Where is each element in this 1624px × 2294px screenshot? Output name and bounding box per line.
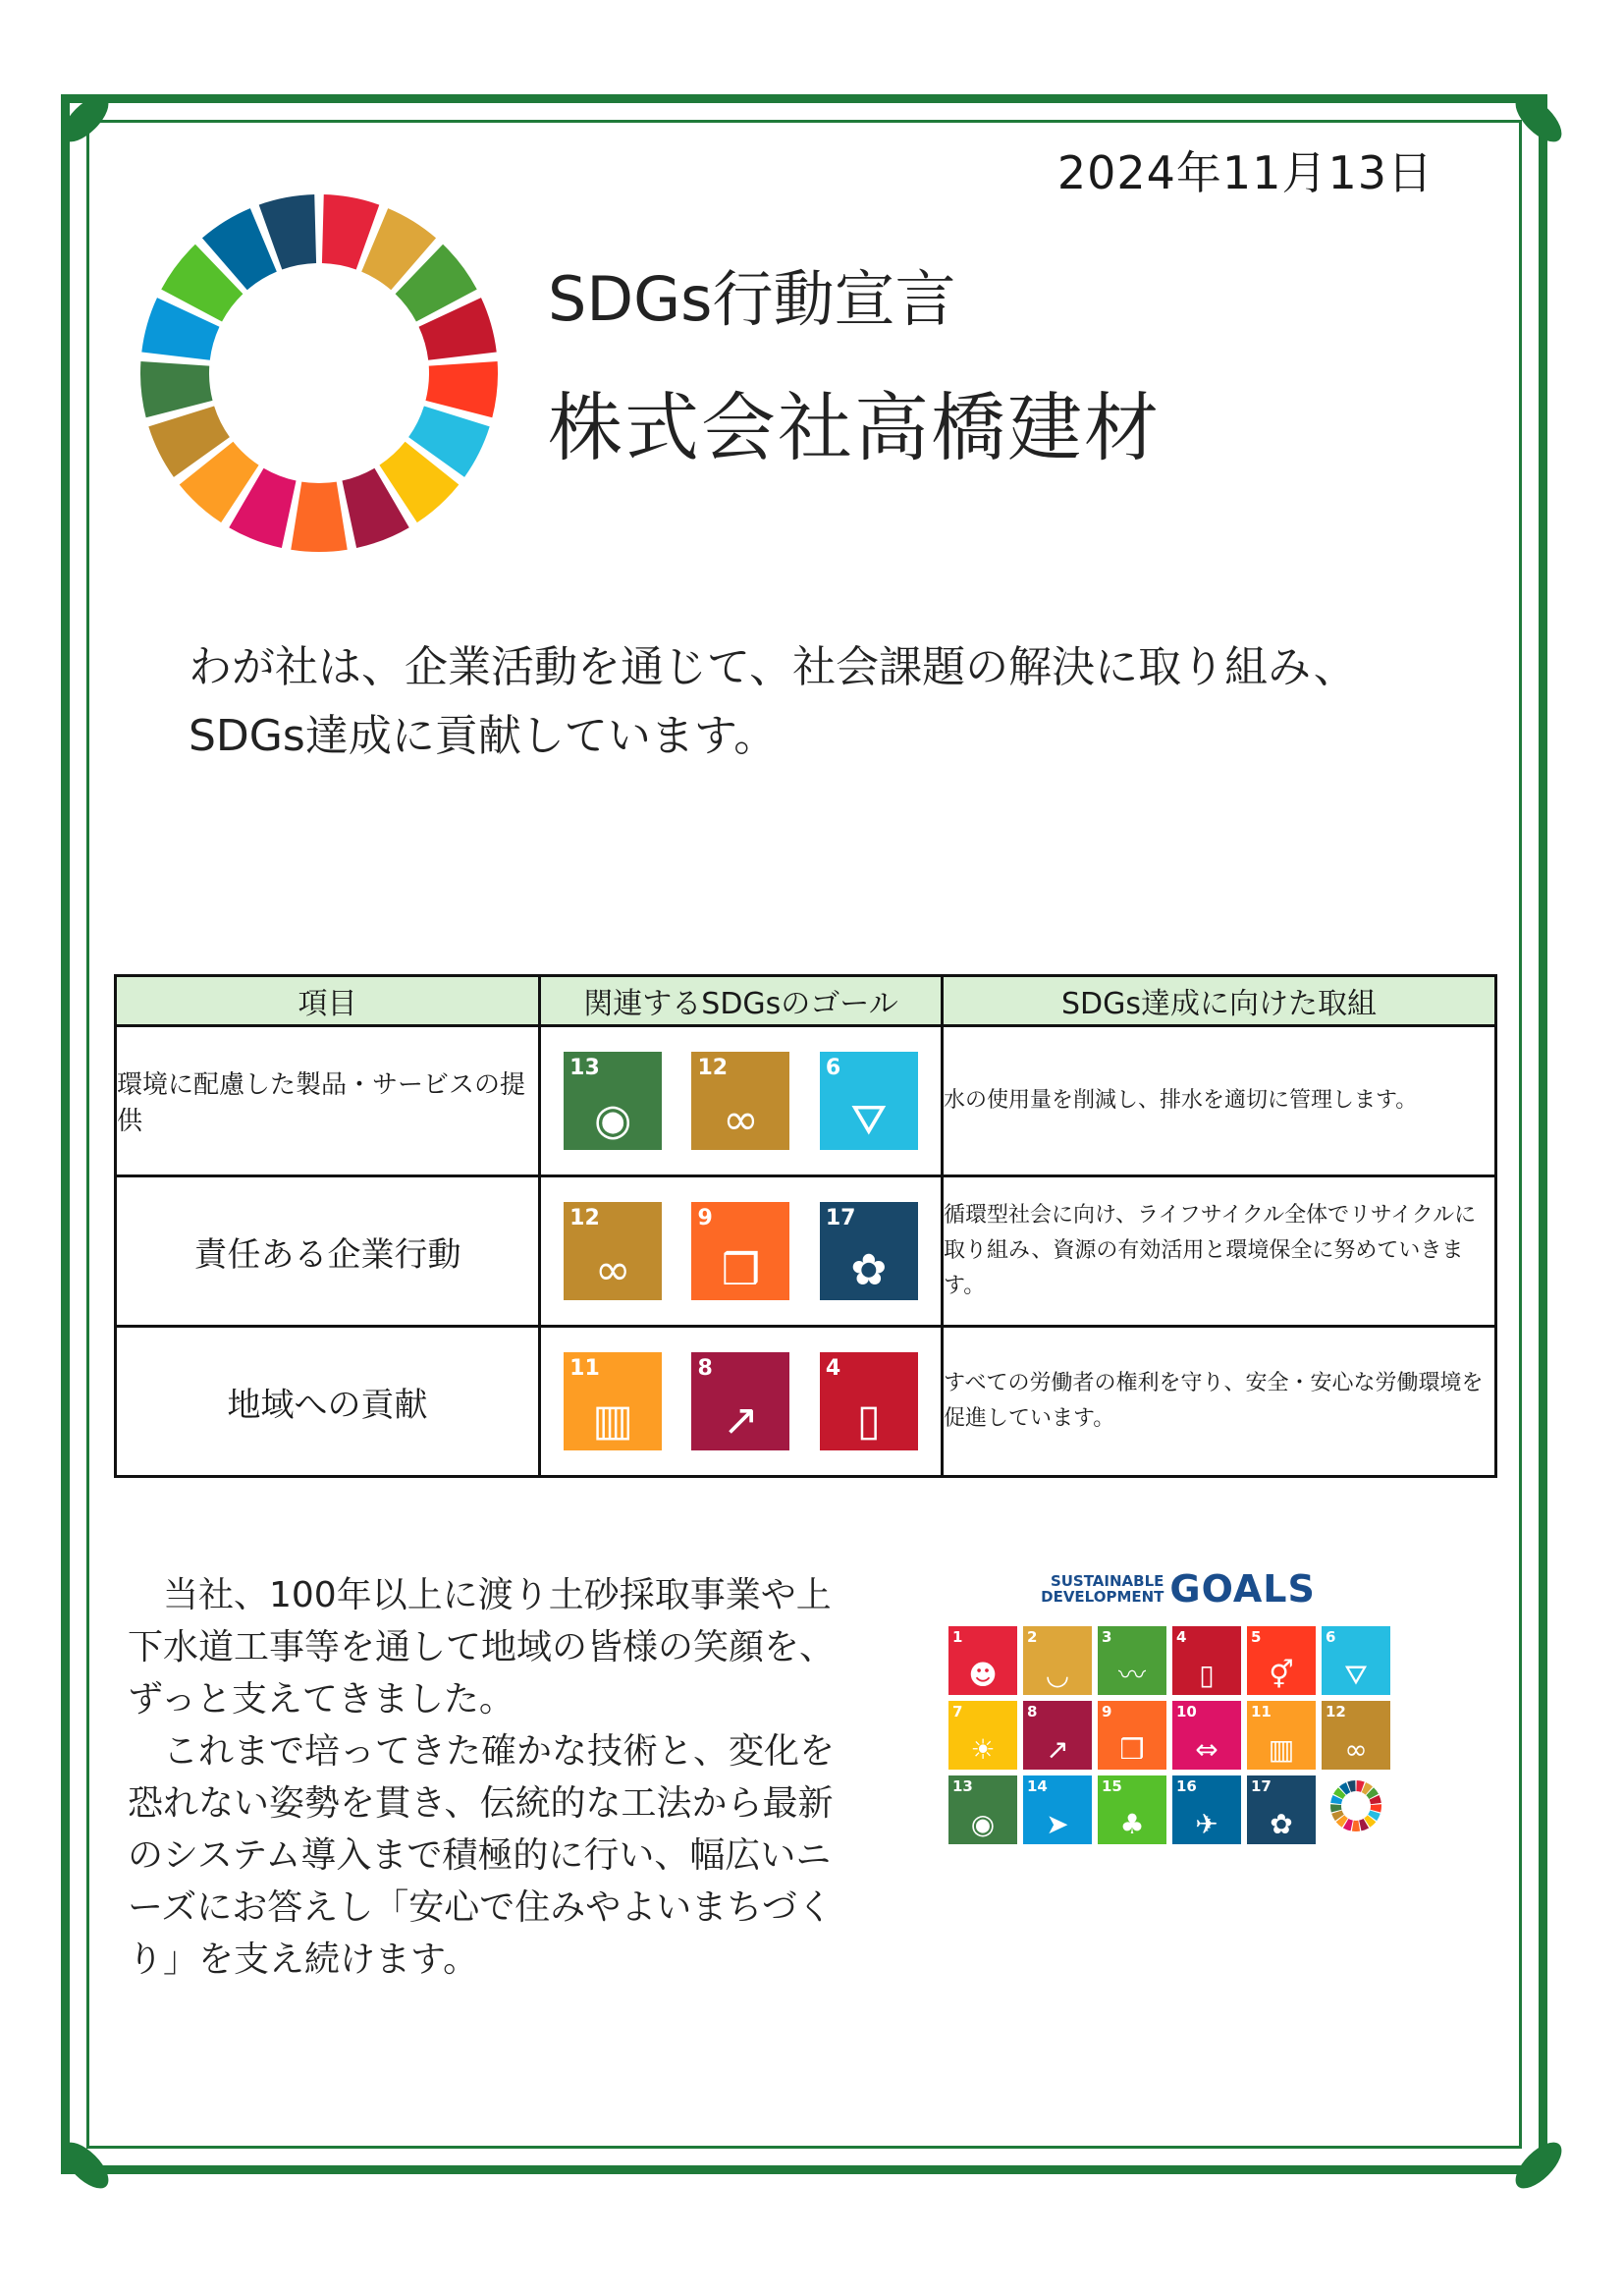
logo-line-development: DEVELOPMENT	[1041, 1588, 1164, 1606]
cubes-icon: ❒	[1119, 1733, 1145, 1766]
dove-icon: ✈	[1195, 1808, 1218, 1840]
table-row	[116, 1176, 1496, 1327]
eye-globe-icon: ◉	[970, 1808, 996, 1840]
sdg-goal-2-tile	[1023, 1626, 1092, 1695]
goal-number: 7	[952, 1703, 963, 1720]
goal-number: 5	[1251, 1628, 1262, 1646]
leaf-ornament-icon	[51, 84, 120, 153]
sdg-goal-5-tile	[1247, 1626, 1316, 1695]
people-icon: ☻	[968, 1659, 998, 1691]
goal-number: 12	[569, 1206, 600, 1230]
infinity-icon: ∞	[723, 1095, 759, 1145]
sdg-goal-12-tile	[1322, 1701, 1390, 1770]
infinity-icon: ∞	[594, 1245, 631, 1295]
logo-line-sustainable: SUSTAINABLE	[1050, 1572, 1164, 1590]
sun-icon: ☀	[970, 1733, 996, 1766]
sdg-goal-9-tile	[1098, 1701, 1166, 1770]
row-goals	[540, 1176, 943, 1327]
sdg-goal-15-tile	[1098, 1775, 1166, 1844]
goal-number: 12	[697, 1056, 729, 1080]
message-paragraph: これまで培ってきた確かな技術と、変化を恐れない姿勢を貫き、伝統的な工法から最新のシステム導入まで積極的に行い、幅広いニーズにお答えし「安心で住みやよいまちづくり」を支え続けます。	[128, 1731, 836, 1980]
sdg-goal-14-tile	[1023, 1775, 1092, 1844]
chart-up-icon: ↗	[1046, 1733, 1069, 1766]
goal-number: 6	[1326, 1628, 1336, 1646]
water-drop-icon: ⛛	[1344, 1659, 1368, 1691]
goal-number: 15	[1102, 1777, 1122, 1795]
sdg-goal-4-tile	[1172, 1626, 1241, 1695]
buildings-icon: ▥	[1268, 1733, 1295, 1766]
row-goals	[540, 1026, 943, 1176]
sdg-table	[114, 974, 1497, 1478]
document-date: 2024年11月13日	[1056, 146, 1434, 199]
heartbeat-icon: 〰	[1117, 1659, 1146, 1691]
row-action: 水の使用量を削減し、排水を適切に管理します。	[943, 1026, 1496, 1176]
goal-tile-grid	[948, 1626, 1414, 1844]
table-header-row	[116, 976, 1496, 1026]
goal-number: 16	[1176, 1777, 1197, 1795]
sdg-goal-3-tile	[1098, 1626, 1166, 1695]
eye-globe-icon: ◉	[593, 1095, 632, 1145]
gender-icon: ⚥	[1269, 1659, 1294, 1691]
goal-number: 17	[1251, 1777, 1272, 1795]
sdg-goal-13-tile	[564, 1052, 662, 1150]
sdg-goal-12-tile	[564, 1202, 662, 1300]
equality-icon: ⇔	[1195, 1733, 1218, 1766]
sdg-goal-11-tile	[564, 1352, 662, 1450]
sdg-goal-11-tile	[1247, 1701, 1316, 1770]
goal-number: 6	[825, 1056, 841, 1080]
sdg-goal-16-tile	[1172, 1775, 1241, 1844]
tree-icon: ♣	[1119, 1808, 1145, 1840]
goal-number: 14	[1027, 1777, 1048, 1795]
goal-number: 13	[952, 1777, 973, 1795]
goal-number: 9	[697, 1206, 713, 1230]
row-action: すべての労働者の権利を守り、安全・安心な労働環境を促進しています。	[943, 1327, 1496, 1477]
goal-number: 2	[1027, 1628, 1038, 1646]
sdg-goal-17-tile	[820, 1202, 918, 1300]
infinity-icon: ∞	[1344, 1733, 1368, 1766]
column-header-goals: 関連するSDGsのゴール	[540, 976, 943, 1026]
company-message	[128, 1569, 835, 1986]
water-drop-icon: ⛛	[850, 1095, 888, 1145]
wheel-segment	[425, 361, 498, 417]
leaf-ornament-icon	[1504, 84, 1573, 153]
goal-number: 17	[825, 1206, 856, 1230]
sdg-logo	[943, 1561, 1414, 1616]
goal-number: 8	[697, 1356, 713, 1381]
sdg-goal-6-tile	[820, 1052, 918, 1150]
logo-goals-text: GOALS	[1169, 1567, 1316, 1611]
bowl-icon: ◡	[1045, 1659, 1070, 1691]
row-goals	[540, 1327, 943, 1477]
goal-number: 11	[569, 1356, 600, 1381]
goal-number: 4	[825, 1356, 841, 1381]
sdg-goal-8-tile	[1023, 1701, 1092, 1770]
leaf-ornament-icon	[51, 2131, 120, 2200]
sdg-goal-1-tile	[948, 1626, 1017, 1695]
sdg-goal-13-tile	[948, 1775, 1017, 1844]
intro-statement: わが社は、企業活動を通じて、社会課題の解決に取り組み、SDGs達成に貢献しています。	[189, 642, 1357, 761]
sdg-goal-9-tile	[691, 1202, 789, 1300]
table-row	[116, 1327, 1496, 1477]
leaf-ornament-icon	[1504, 2131, 1573, 2200]
column-header-item: 項目	[116, 976, 540, 1026]
message-paragraph: 当社、100年以上に渡り土砂採取事業や上下水道工事等を通して地域の皆様の笑顔を、ずっと支えてきました。	[128, 1575, 836, 1720]
goal-number: 10	[1176, 1703, 1197, 1720]
fish-icon: ➤	[1046, 1808, 1069, 1840]
row-item: 責任ある企業行動	[116, 1176, 540, 1327]
sdg-goal-4-tile	[820, 1352, 918, 1450]
sdg-goals-poster	[943, 1561, 1414, 1840]
goal-number: 8	[1027, 1703, 1038, 1720]
sdg-wheel-tile	[1322, 1775, 1390, 1844]
goal-number: 4	[1176, 1628, 1187, 1646]
goal-number: 3	[1102, 1628, 1112, 1646]
sdg-goal-6-tile	[1322, 1626, 1390, 1695]
buildings-icon: ▥	[592, 1395, 633, 1446]
book-icon: ▯	[856, 1395, 881, 1446]
flower-icon: ✿	[850, 1245, 888, 1295]
cubes-icon: ❒	[721, 1245, 761, 1295]
goal-number: 11	[1251, 1703, 1272, 1720]
sdg-goal-12-tile	[691, 1052, 789, 1150]
sdg-wheel-icon	[1328, 1778, 1383, 1838]
goal-number: 9	[1102, 1703, 1112, 1720]
goal-number: 13	[569, 1056, 600, 1080]
goal-number: 12	[1326, 1703, 1346, 1720]
row-item: 地域への貢献	[116, 1327, 540, 1477]
sdg-goal-17-tile	[1247, 1775, 1316, 1844]
sdg-wheel-icon	[137, 191, 501, 555]
row-item: 環境に配慮した製品・サービスの提供	[116, 1026, 540, 1176]
sdg-goal-8-tile	[691, 1352, 789, 1450]
chart-up-icon: ↗	[723, 1395, 759, 1446]
table-row	[116, 1026, 1496, 1176]
company-name: 株式会社高橋建材	[548, 384, 1161, 471]
page-title: SDGs行動宣言	[548, 263, 956, 335]
wheel-segment	[140, 361, 213, 417]
wheel-segment	[1352, 1821, 1360, 1831]
wheel-segment	[291, 482, 347, 552]
sdg-goal-10-tile	[1172, 1701, 1241, 1770]
row-action: 循環型社会に向け、ライフサイクル全体でリサイクルに取り組み、資源の有効活用と環境保全に努めていきます。	[943, 1176, 1496, 1327]
flower-icon: ✿	[1270, 1808, 1293, 1840]
book-icon: ▯	[1199, 1659, 1215, 1691]
column-header-action: SDGs達成に向けた取組	[943, 976, 1496, 1026]
goal-number: 1	[952, 1628, 963, 1646]
sdg-goal-7-tile	[948, 1701, 1017, 1770]
